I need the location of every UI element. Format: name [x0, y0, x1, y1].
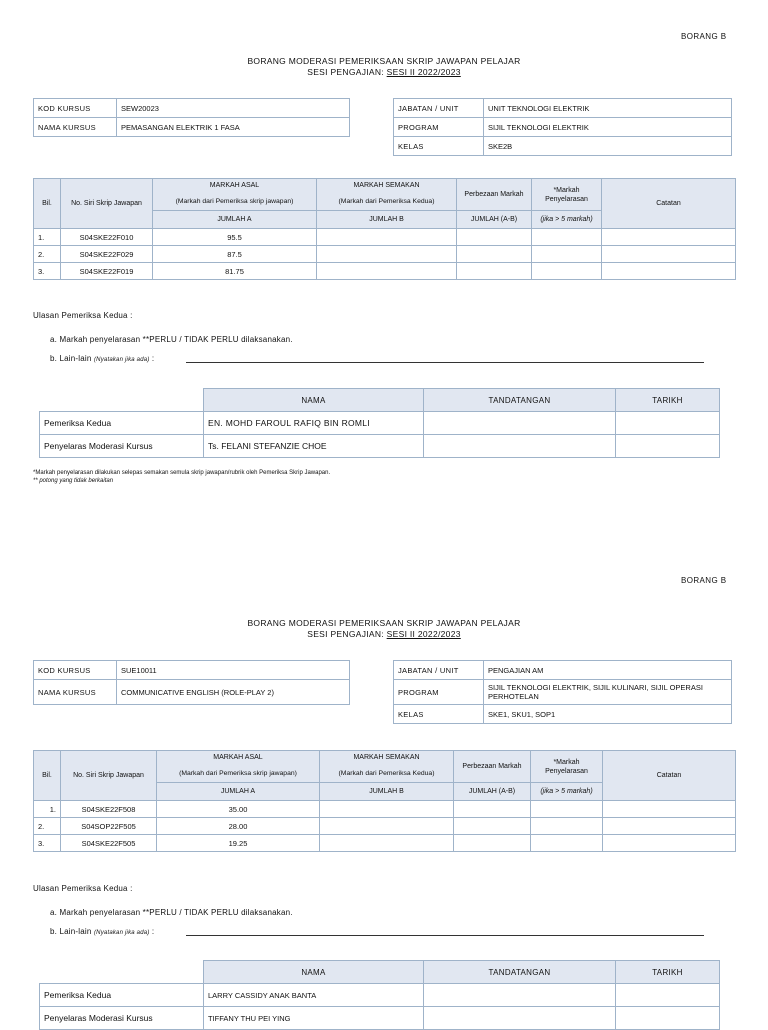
nama-kursus-value: PEMASANGAN ELEKTRIK 1 FASA	[117, 118, 350, 137]
tandatangan-header: TANDATANGAN	[424, 389, 616, 412]
session-prefix: SESI PENGAJIAN:	[307, 629, 387, 639]
penyelarasan-cell[interactable]	[531, 835, 603, 852]
session-line	[0, 67, 768, 78]
siri-header: No. Siri Skrip Jawapan	[61, 751, 157, 801]
siri-cell: S04SKE22F019	[61, 263, 153, 280]
nama-cell: LARRY CASSIDY ANAK BANTA	[204, 984, 424, 1007]
perbezaan-cell[interactable]	[454, 801, 531, 818]
tandatangan-cell[interactable]	[424, 984, 616, 1007]
markah-asal-cell: 95.5	[153, 229, 317, 246]
kelas-value: SKE1, SKU1, SOP1	[484, 705, 732, 724]
marks-table	[33, 178, 736, 280]
tarikh-cell[interactable]	[616, 984, 720, 1007]
siri-cell: S04SOP22F505	[61, 818, 157, 835]
asal-header: MARKAH ASAL	[153, 179, 317, 193]
tarikh-cell[interactable]	[616, 1007, 720, 1030]
info-row	[394, 680, 732, 705]
department-info-table	[393, 660, 732, 724]
role-cell: Penyelaras Moderasi Kursus	[40, 1007, 204, 1030]
program-value: SIJIL TEKNOLOGI ELEKTRIK, SIJIL KULINARI, SIJIL OPERASI PERHOTELAN	[484, 680, 732, 705]
nama-cell: EN. MOHD FAROUL RAFIQ BIN ROMLI	[204, 412, 424, 435]
session-prefix: SESI PENGAJIAN:	[307, 67, 387, 77]
bil-cell: 2.	[34, 818, 61, 835]
info-row	[394, 99, 732, 118]
tarikh-cell[interactable]	[616, 435, 720, 458]
info-row	[34, 118, 350, 137]
markah-semakan-cell[interactable]	[320, 818, 454, 835]
course-info-table	[33, 660, 350, 705]
item-b-suffix: :	[149, 927, 155, 936]
ulasan-heading: Ulasan Pemeriksa Kedua :	[33, 311, 133, 320]
table-row	[34, 835, 736, 852]
nama-kursus-label: NAMA KURSUS	[34, 118, 117, 137]
penyelarasan-cell[interactable]	[532, 229, 602, 246]
semakan-header: MARKAH SEMAKAN	[317, 179, 457, 193]
catatan-header: Catatan	[602, 179, 736, 229]
item-a: a. Markah penyelarasan **PERLU / TIDAK PERLU dilaksanakan.	[50, 335, 293, 344]
jumlah-b-header: JUMLAH B	[320, 783, 454, 801]
info-row	[394, 705, 732, 724]
tarikh-header: TARIKH	[616, 961, 720, 984]
info-row	[394, 118, 732, 137]
signature-header-row	[40, 389, 720, 412]
footnote-2: ** potong yang tidak berkaitan	[33, 478, 114, 484]
tandatangan-cell[interactable]	[424, 412, 616, 435]
form-title	[0, 56, 768, 78]
penyelarasan-header: *Markah Penyelarasan	[531, 751, 603, 783]
markah-asal-cell: 28.00	[157, 818, 320, 835]
bil-cell: 2.	[34, 246, 61, 263]
footnote-2-wrap	[33, 477, 330, 485]
role-cell: Pemeriksa Kedua	[40, 412, 204, 435]
semakan-subheader: (Markah dari Pemeriksa Kedua)	[317, 193, 457, 211]
catatan-cell[interactable]	[603, 818, 736, 835]
siri-cell: S04SKE22F010	[61, 229, 153, 246]
jika-note: (jika > 5 markah)	[531, 783, 603, 801]
semakan-subheader: (Markah dari Pemeriksa Kedua)	[320, 765, 454, 783]
title-line: BORANG MODERASI PEMERIKSAAN SKRIP JAWAPAN PELAJAR	[247, 56, 521, 66]
bil-header: Bil.	[34, 179, 61, 229]
catatan-cell[interactable]	[602, 246, 736, 263]
tarikh-cell[interactable]	[616, 412, 720, 435]
perbezaan-cell[interactable]	[457, 263, 532, 280]
nama-cell: Ts. FELANI STEFANZIE CHOE	[204, 435, 424, 458]
bil-cell: 1.	[34, 801, 61, 818]
penyelarasan-cell[interactable]	[532, 263, 602, 280]
asal-subheader: (Markah dari Pemeriksa skrip jawapan)	[157, 765, 320, 783]
markah-semakan-cell[interactable]	[320, 801, 454, 818]
bil-cell: 1.	[34, 229, 61, 246]
jumlah-ab-header: JUMLAH (A-B)	[454, 783, 531, 801]
blank-corner	[40, 961, 204, 984]
session-line	[0, 629, 768, 640]
item-b-label: b. Lain-lain	[50, 354, 92, 363]
nama-kursus-label: NAMA KURSUS	[34, 680, 117, 705]
tandatangan-cell[interactable]	[424, 435, 616, 458]
catatan-cell[interactable]	[602, 229, 736, 246]
program-label: PROGRAM	[394, 680, 484, 705]
item-b	[50, 354, 154, 363]
item-b	[50, 927, 154, 936]
perbezaan-cell[interactable]	[454, 835, 531, 852]
nama-kursus-value: COMMUNICATIVE ENGLISH (ROLE-PLAY 2)	[117, 680, 350, 705]
table-row	[34, 801, 736, 818]
info-row	[34, 99, 350, 118]
siri-header: No. Siri Skrip Jawapan	[61, 179, 153, 229]
role-cell: Penyelaras Moderasi Kursus	[40, 435, 204, 458]
marks-header-row	[34, 179, 736, 193]
kelas-value: SKE2B	[484, 137, 732, 156]
penyelarasan-cell[interactable]	[531, 801, 603, 818]
siri-cell: S04SKE22F505	[61, 835, 157, 852]
borang-label: BORANG B	[681, 576, 727, 585]
nama-header: NAMA	[204, 389, 424, 412]
kod-kursus-value: SEW20023	[117, 99, 350, 118]
bil-header: Bil.	[34, 751, 61, 801]
tandatangan-cell[interactable]	[424, 1007, 616, 1030]
penyelarasan-cell[interactable]	[532, 246, 602, 263]
penyelarasan-header: *Markah Penyelarasan	[532, 179, 602, 211]
catatan-cell[interactable]	[602, 263, 736, 280]
catatan-header: Catatan	[603, 751, 736, 801]
signature-table	[39, 960, 720, 1030]
item-b-suffix: :	[149, 354, 155, 363]
session-value: SESI II 2022/2023	[386, 629, 461, 639]
table-row	[34, 246, 736, 263]
perbezaan-cell[interactable]	[457, 229, 532, 246]
markah-semakan-cell[interactable]	[317, 263, 457, 280]
jabatan-value: UNIT TEKNOLOGI ELEKTRIK	[484, 99, 732, 118]
marks-table	[33, 750, 736, 852]
siri-cell: S04SKE22F029	[61, 246, 153, 263]
signature-table	[39, 388, 720, 458]
course-info-table	[33, 98, 350, 137]
jabatan-label: JABATAN / UNIT	[394, 661, 484, 680]
tandatangan-header: TANDATANGAN	[424, 961, 616, 984]
footnote-1: *Markah penyelarasan dilakukan selepas semakan semula skrip jawapan/rubrik oleh Pemeriksa Skrip Jawapan.	[33, 470, 331, 476]
signature-header-row	[40, 961, 720, 984]
catatan-cell[interactable]	[603, 835, 736, 852]
info-row	[394, 661, 732, 680]
kod-kursus-value: SUE10011	[117, 661, 350, 680]
info-row	[394, 137, 732, 156]
jabatan-value: PENGAJIAN AM	[484, 661, 732, 680]
perbezaan-header: Perbezaan Markah	[457, 179, 532, 211]
borang-label: BORANG B	[681, 32, 727, 41]
kod-kursus-label: KOD KURSUS	[34, 99, 117, 118]
item-b-note: (Nyatakan jika ada)	[93, 357, 150, 363]
nama-header: NAMA	[204, 961, 424, 984]
markah-asal-cell: 35.00	[157, 801, 320, 818]
table-row	[34, 263, 736, 280]
markah-semakan-cell[interactable]	[317, 246, 457, 263]
signature-row	[40, 1007, 720, 1030]
signature-row	[40, 435, 720, 458]
penyelarasan-cell[interactable]	[531, 818, 603, 835]
tarikh-header: TARIKH	[616, 389, 720, 412]
signature-row	[40, 984, 720, 1007]
title-line: BORANG MODERASI PEMERIKSAAN SKRIP JAWAPAN PELAJAR	[247, 618, 521, 628]
jabatan-label: JABATAN / UNIT	[394, 99, 484, 118]
marks-header-row	[34, 751, 736, 765]
item-a: a. Markah penyelarasan **PERLU / TIDAK PERLU dilaksanakan.	[50, 908, 293, 917]
markah-asal-cell: 19.25	[157, 835, 320, 852]
lain-lain-input-line[interactable]	[186, 935, 704, 936]
kod-kursus-label: KOD KURSUS	[34, 661, 117, 680]
table-row	[34, 229, 736, 246]
item-b-label: b. Lain-lain	[50, 927, 92, 936]
program-value: SIJIL TEKNOLOGI ELEKTRIK	[484, 118, 732, 137]
semakan-header: MARKAH SEMAKAN	[320, 751, 454, 765]
jumlah-ab-header: JUMLAH (A-B)	[457, 211, 532, 229]
table-row	[34, 818, 736, 835]
siri-cell: S04SKE22F508	[61, 801, 157, 818]
perbezaan-cell[interactable]	[457, 246, 532, 263]
asal-subheader: (Markah dari Pemeriksa skrip jawapan)	[153, 193, 317, 211]
info-row	[34, 680, 350, 705]
jumlah-a-header: JUMLAH A	[153, 211, 317, 229]
program-label: PROGRAM	[394, 118, 484, 137]
lain-lain-input-line[interactable]	[186, 362, 704, 363]
catatan-cell[interactable]	[603, 801, 736, 818]
jumlah-b-header: JUMLAH B	[317, 211, 457, 229]
asal-header: MARKAH ASAL	[157, 751, 320, 765]
bil-cell: 3.	[34, 263, 61, 280]
bil-cell: 3.	[34, 835, 61, 852]
session-value: SESI II 2022/2023	[386, 67, 461, 77]
ulasan-heading: Ulasan Pemeriksa Kedua :	[33, 884, 133, 893]
role-cell: Pemeriksa Kedua	[40, 984, 204, 1007]
markah-asal-cell: 81.75	[153, 263, 317, 280]
info-row	[34, 661, 350, 680]
markah-semakan-cell[interactable]	[320, 835, 454, 852]
markah-semakan-cell[interactable]	[317, 229, 457, 246]
nama-cell: TIFFANY THU PEI YING	[204, 1007, 424, 1030]
perbezaan-cell[interactable]	[454, 818, 531, 835]
item-b-note: (Nyatakan jika ada)	[93, 930, 150, 936]
jumlah-a-header: JUMLAH A	[157, 783, 320, 801]
blank-corner	[40, 389, 204, 412]
kelas-label: KELAS	[394, 137, 484, 156]
footnotes	[33, 469, 330, 485]
signature-row	[40, 412, 720, 435]
form-title	[0, 618, 768, 640]
kelas-label: KELAS	[394, 705, 484, 724]
perbezaan-header: Perbezaan Markah	[454, 751, 531, 783]
markah-asal-cell: 87.5	[153, 246, 317, 263]
department-info-table	[393, 98, 732, 156]
jika-note: (jika > 5 markah)	[532, 211, 602, 229]
